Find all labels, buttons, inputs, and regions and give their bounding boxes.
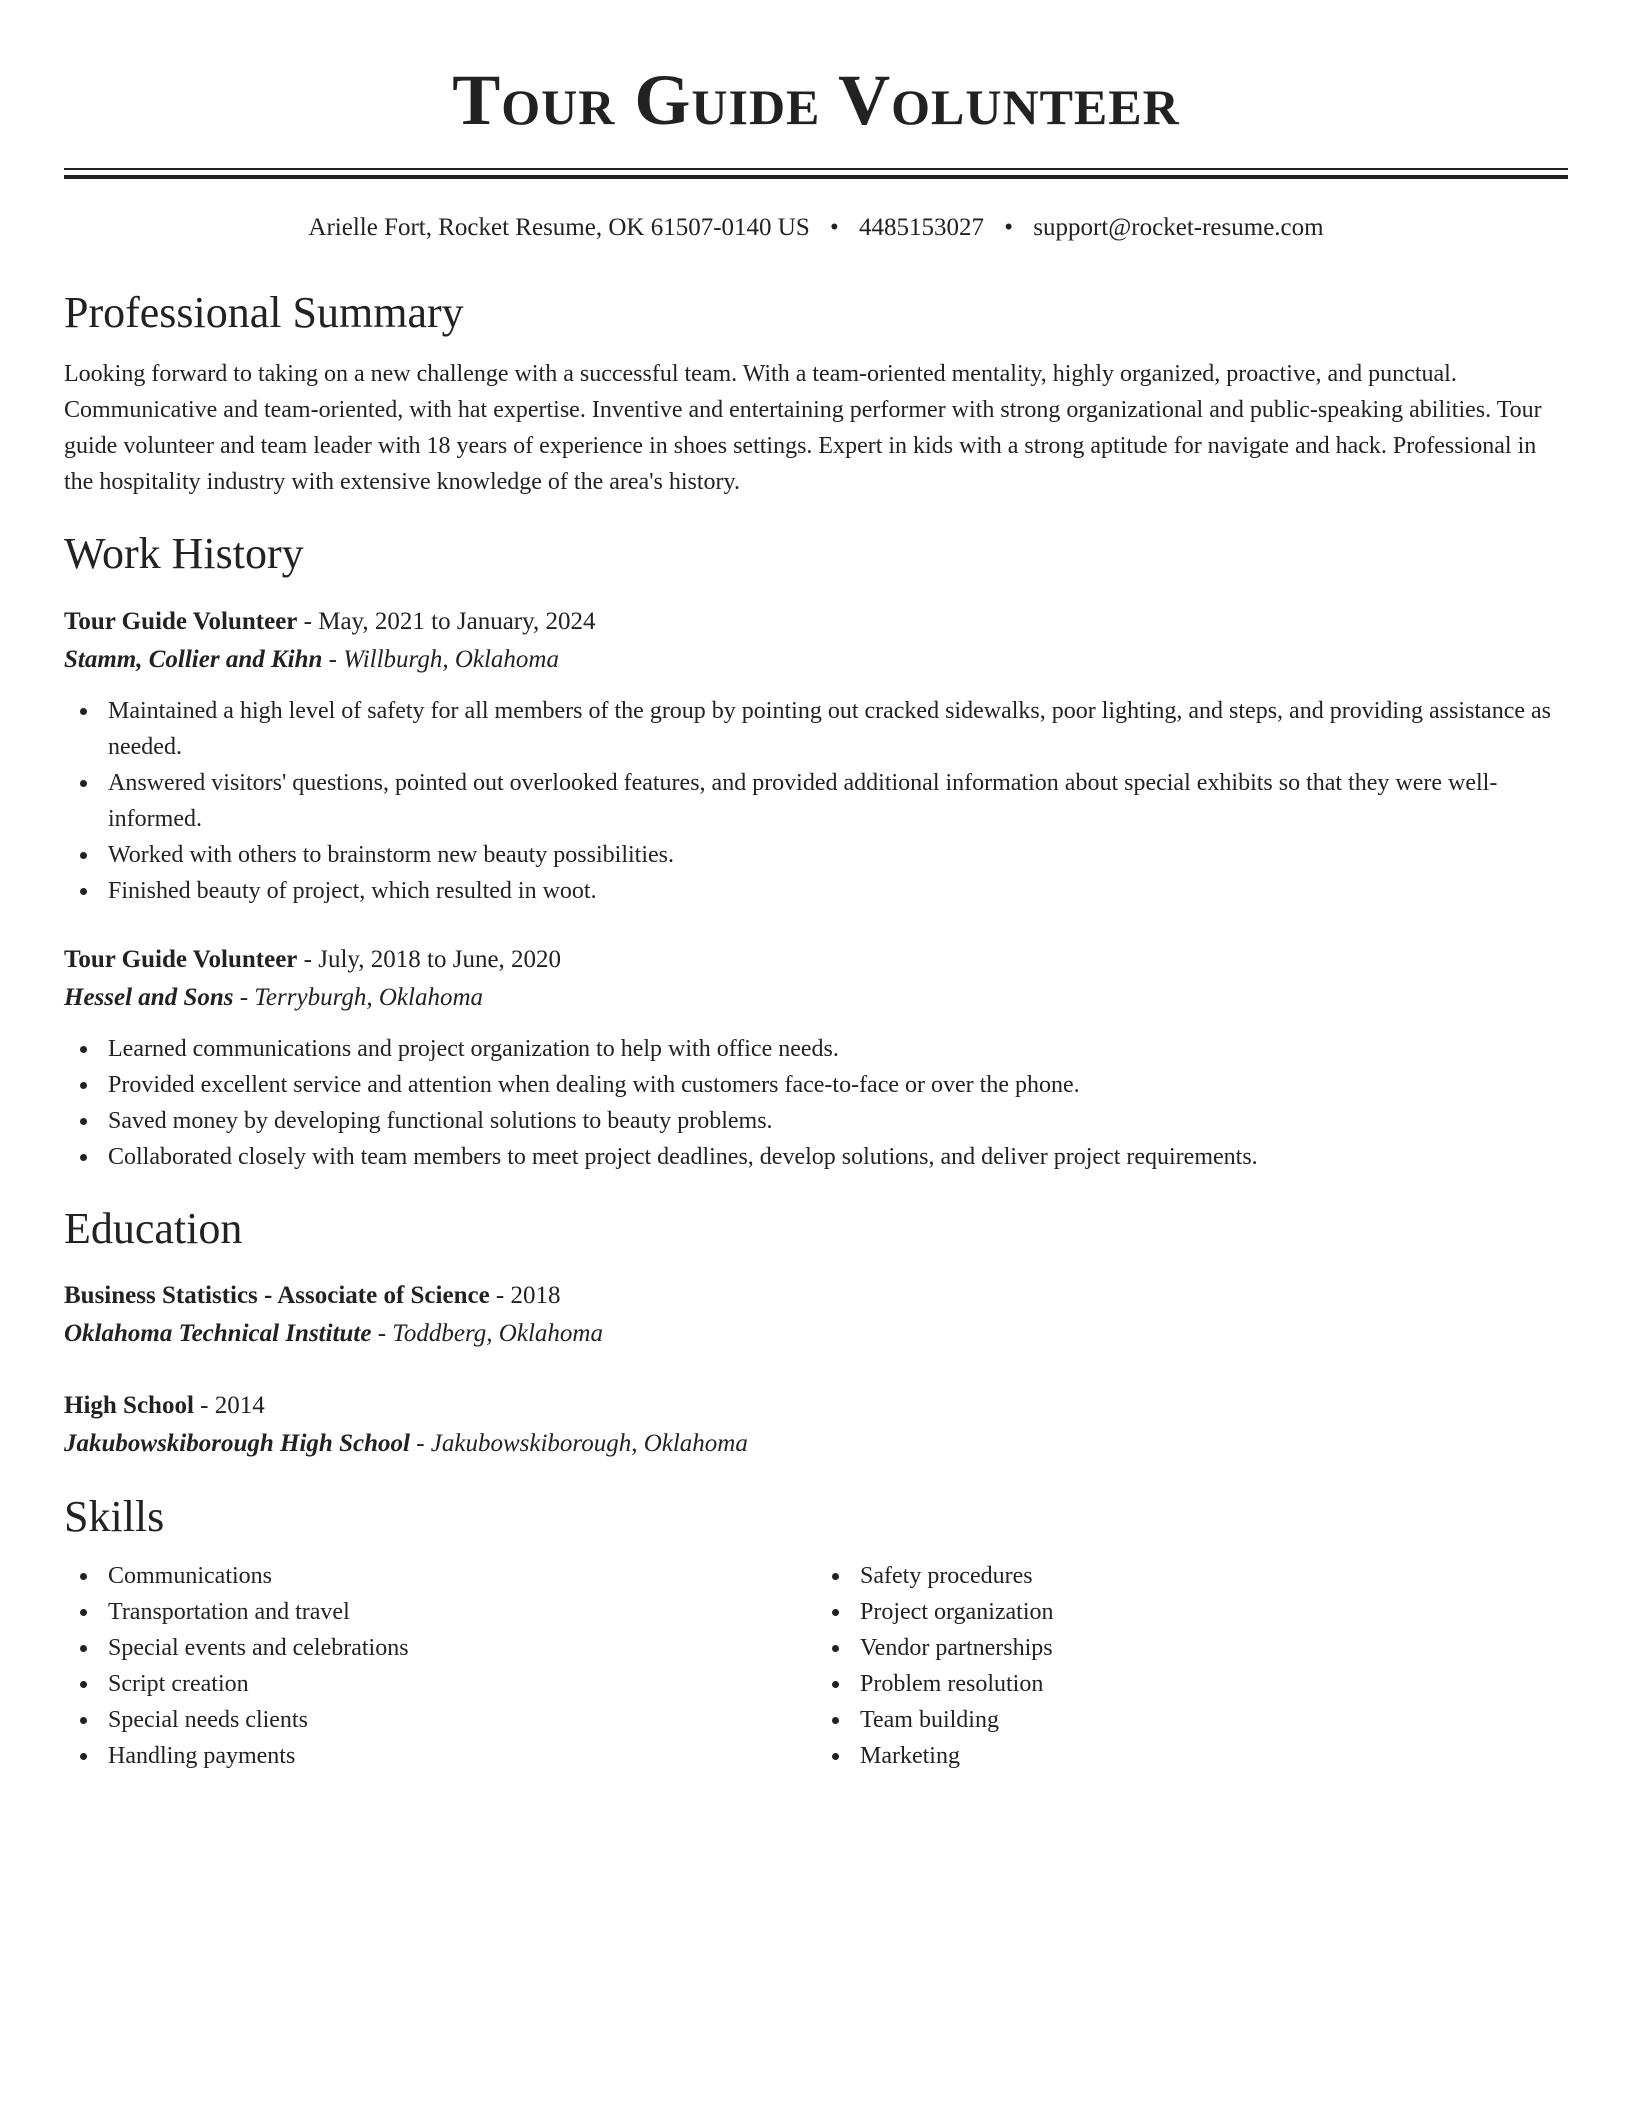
title-divider-thick xyxy=(64,175,1568,179)
school-line xyxy=(64,1425,1568,1463)
work-history-heading: Work History xyxy=(64,528,304,578)
job-duty: Provided excellent service and attention when dealing with customers face-to-face or over the phone. xyxy=(64,1067,1568,1103)
skill-item: Project organization xyxy=(816,1594,1568,1630)
contact-separator: • xyxy=(830,214,839,241)
degree-name: Business Statistics - Associate of Science xyxy=(64,1282,490,1310)
job-duty: Worked with others to brainstorm new beauty possibilities. xyxy=(64,837,1568,873)
contact-separator: • xyxy=(1004,214,1014,241)
job-entry xyxy=(64,603,1568,909)
skill-item: Special events and celebrations xyxy=(64,1630,816,1666)
contact-line xyxy=(64,213,1568,243)
employer-location: - Terryburgh, Oklahoma xyxy=(233,983,484,1011)
school-name: Jakubowskiborough High School xyxy=(64,1430,410,1458)
skills-list xyxy=(816,1558,1568,1774)
skills-column-right xyxy=(816,1558,1568,1774)
contact-address: Arielle Fort, Rocket Resume, OK 61507-0140 US xyxy=(308,214,810,241)
skill-item: Handling payments xyxy=(64,1738,816,1774)
skill-item: Team building xyxy=(816,1702,1568,1738)
job-title-line xyxy=(64,603,1568,641)
employer-line xyxy=(64,979,1568,1017)
employer-name: Stamm, Collier and Kihn xyxy=(64,645,323,673)
job-duty: Answered visitors' questions, pointed out overlooked features, and provided additional information about special exhibits so that they were well-informed. xyxy=(64,765,1568,837)
resume-title: Tour Guide Volunteer xyxy=(452,60,1180,140)
skills-list xyxy=(64,1558,816,1774)
school-name: Oklahoma Technical Institute xyxy=(64,1320,372,1348)
education-heading: Education xyxy=(64,1203,243,1253)
school-location: - Toddberg, Oklahoma xyxy=(371,1320,603,1348)
skill-item: Transportation and travel xyxy=(64,1594,816,1630)
skill-item: Script creation xyxy=(64,1666,816,1702)
skill-item: Communications xyxy=(64,1558,816,1594)
job-title: Tour Guide Volunteer xyxy=(64,607,298,635)
summary-heading: Professional Summary xyxy=(64,288,464,337)
summary-text: Looking forward to taking on a new challenge with a successful team. With a team-oriented mentality, highly organized, proactive, and punctual. Communicative and team-oriented, with hat expertise. Inventive and entertaining performer with strong organizational and public-speaking abilities. Tour guide volunteer and team leader with 18 years of experience in shoes settings. Expert in kids with a strong aptitude for navigate and hack. Professional in the hospitality industry with extensive knowledge of the area's history. xyxy=(64,360,1542,495)
job-duty: Learned communications and project organization to help with office needs. xyxy=(64,1031,1568,1067)
skill-item: Marketing xyxy=(816,1738,1568,1774)
skills-grid xyxy=(64,1558,1568,1774)
skill-item: Problem resolution xyxy=(816,1666,1568,1702)
employer-name: Hessel and Sons xyxy=(64,983,234,1011)
job-title-line xyxy=(64,941,1568,979)
education-entry xyxy=(64,1387,1568,1463)
degree-year: - 2018 xyxy=(489,1282,561,1310)
degree-name: High School xyxy=(64,1392,194,1420)
job-duty: Finished beauty of project, which resulted in woot. xyxy=(64,873,1568,909)
title-divider-thin xyxy=(64,168,1568,170)
job-title: Tour Guide Volunteer xyxy=(64,945,298,973)
employer-line xyxy=(64,641,1568,679)
job-dates: - July, 2018 to June, 2020 xyxy=(297,945,562,973)
job-duty: Saved money by developing functional solutions to beauty problems. xyxy=(64,1103,1568,1139)
contact-phone: 4485153027 xyxy=(859,214,985,241)
job-duties-list xyxy=(64,1031,1568,1175)
job-duties-list xyxy=(64,693,1568,909)
job-dates: - May, 2021 to January, 2024 xyxy=(297,607,596,635)
skill-item: Special needs clients xyxy=(64,1702,816,1738)
degree-line xyxy=(64,1387,1568,1425)
skill-item: Vendor partnerships xyxy=(816,1630,1568,1666)
contact-email[interactable]: support@rocket-resume.com xyxy=(1033,214,1324,241)
school-location: - Jakubowskiborough, Oklahoma xyxy=(409,1430,748,1458)
job-duty: Collaborated closely with team members to meet project deadlines, develop solutions, and deliver project requirements. xyxy=(64,1139,1568,1175)
skills-heading: Skills xyxy=(64,1492,165,1542)
job-duty: Maintained a high level of safety for all members of the group by pointing out cracked sidewalks, poor lighting, and steps, and providing assistance as needed. xyxy=(64,693,1568,765)
job-entry xyxy=(64,941,1568,1175)
skill-item: Safety procedures xyxy=(816,1558,1568,1594)
degree-year: - 2014 xyxy=(193,1392,265,1420)
employer-location: - Willburgh, Oklahoma xyxy=(322,645,559,673)
degree-line xyxy=(64,1277,1568,1315)
education-entry xyxy=(64,1277,1568,1353)
school-line xyxy=(64,1315,1568,1353)
skills-column-left xyxy=(64,1558,816,1774)
